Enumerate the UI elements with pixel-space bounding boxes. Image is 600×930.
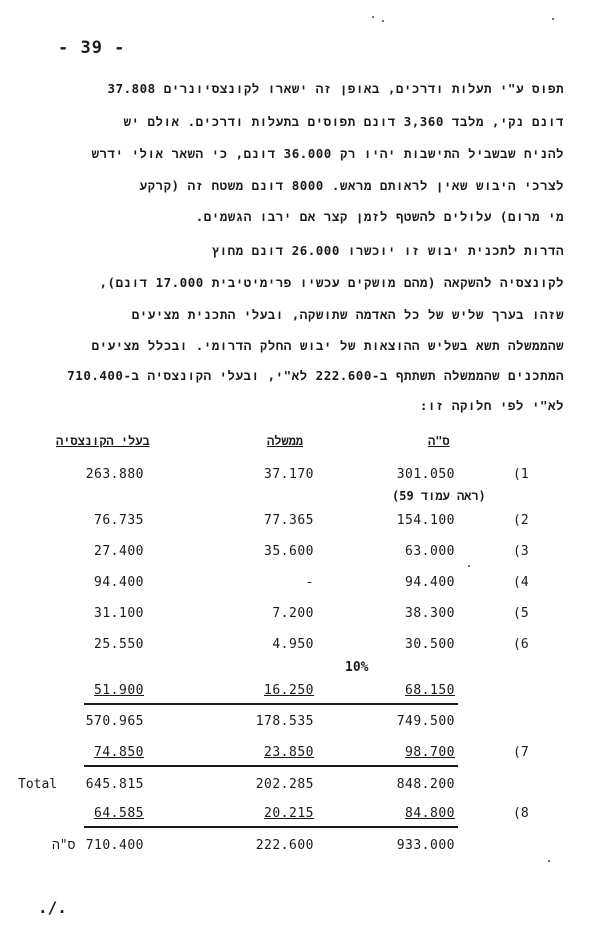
cell-concession: 51.900 xyxy=(94,683,144,698)
cell-concession: 25.550 xyxy=(94,637,144,652)
scan-speck xyxy=(372,16,374,18)
cell-total: 63.000 xyxy=(405,544,455,559)
cell-government: 77.365 xyxy=(264,513,314,528)
cell-total: 848.200 xyxy=(396,777,455,792)
cell-total: 749.500 xyxy=(396,714,455,729)
cell-total: 38.300 xyxy=(405,606,455,621)
row-number: (2 xyxy=(513,513,529,528)
cell-total: 154.100 xyxy=(396,513,455,528)
cell-government: 7.200 xyxy=(272,606,314,621)
cell-concession: 263.880 xyxy=(85,467,144,482)
paragraph-line: דונם נקי, מלבד 3,360 דונם תפוסים בתעלות ודרכים. אולם יש xyxy=(123,114,564,129)
grand-total-label: ס"ה xyxy=(52,838,76,853)
cell-concession: 645.815 xyxy=(85,777,144,792)
header-concession: בעלי הקונצסיה xyxy=(56,434,150,448)
cell-total: 68.150 xyxy=(405,683,455,698)
scan-speck xyxy=(468,565,470,567)
cell-concession: 74.850 xyxy=(94,745,144,760)
continuation-mark: ./. xyxy=(38,898,67,917)
cell-total: 98.700 xyxy=(405,745,455,760)
row-number: (6 xyxy=(513,637,529,652)
total-label: Total xyxy=(18,777,58,792)
percent-note: 10% xyxy=(345,660,369,675)
row-number: (7 xyxy=(513,745,529,760)
cell-government: 35.600 xyxy=(264,544,314,559)
header-total: ס"ה xyxy=(428,434,450,448)
cell-government: - xyxy=(305,575,314,590)
paragraph-line: הדרות לתכנית יבוש זו יוכשרו 26.000 דונם מחוץ xyxy=(211,243,564,258)
scan-speck xyxy=(548,860,550,862)
cell-government: 23.850 xyxy=(264,745,314,760)
header-government: ממשלה xyxy=(267,434,304,448)
cell-government: 178.535 xyxy=(255,714,314,729)
page-number: - 39 - xyxy=(58,38,126,58)
paragraph-line: מי מרום) עלולים להשטף לזמן קצר אם ירבו הגשמים. xyxy=(195,209,564,224)
paragraph-line: לקונצסיה להשקאה (מהם מושקים עכשיו פרימיטיבית 17.000 דונם), xyxy=(99,275,564,290)
paragraph-line: המתכנים שהממשלה תשתתף ב-222.600 לא"י, ובעלי הקונצסיה ב-710.400 xyxy=(67,368,564,383)
cell-total: 933.000 xyxy=(396,838,455,853)
sum-rule xyxy=(84,703,458,705)
cell-concession: 94.400 xyxy=(94,575,144,590)
cell-government: 222.600 xyxy=(255,838,314,853)
row-number: (5 xyxy=(513,606,529,621)
cell-concession: 710.400 xyxy=(85,838,144,853)
paragraph-line: לצרכי היבוש שאין לראותם מראש. 8000 דונם משטח זה (קרקע xyxy=(139,178,564,193)
cell-government: 20.215 xyxy=(264,806,314,821)
row-note: (ראה עמוד 59) xyxy=(392,489,486,503)
scan-speck xyxy=(382,20,384,22)
paragraph-line: תפוס ע"י תעלות ודרכים, באופן זה ישארו לקונצסיונרים 37.808 xyxy=(107,81,564,96)
cell-total: 84.800 xyxy=(405,806,455,821)
paragraph-line: שהממשלה תשא בשליש ההוצאות של יבוש החלק הדרומי. ובכלל מציעים xyxy=(91,338,564,353)
cell-concession: 570.965 xyxy=(85,714,144,729)
paragraph-line: שזהו בערך שליש של כל האדמה שתושקה, ובעלי התכנית מציעים xyxy=(131,307,564,322)
cell-concession: 64.585 xyxy=(94,806,144,821)
row-number: (1 xyxy=(513,467,529,482)
row-number: (4 xyxy=(513,575,529,590)
sum-rule xyxy=(84,826,458,828)
row-number: (3 xyxy=(513,544,529,559)
cell-government: 37.170 xyxy=(264,467,314,482)
cell-government: 16.250 xyxy=(264,683,314,698)
scan-speck xyxy=(552,18,554,20)
cell-total: 30.500 xyxy=(405,637,455,652)
cell-total: 301.050 xyxy=(396,467,455,482)
cell-concession: 31.100 xyxy=(94,606,144,621)
cell-concession: 76.735 xyxy=(94,513,144,528)
paragraph-line: לא"י לפי חלוקה זו: xyxy=(419,398,564,413)
cell-government: 202.285 xyxy=(255,777,314,792)
cell-concession: 27.400 xyxy=(94,544,144,559)
row-number: (8 xyxy=(513,806,529,821)
cell-total: 94.400 xyxy=(405,575,455,590)
sum-rule xyxy=(84,765,458,767)
paragraph-line: להניח שבשביל התישבות יהיו רק 36.000 דונם, כי השאר אולי ידרש xyxy=(91,146,564,161)
cell-government: 4.950 xyxy=(272,637,314,652)
